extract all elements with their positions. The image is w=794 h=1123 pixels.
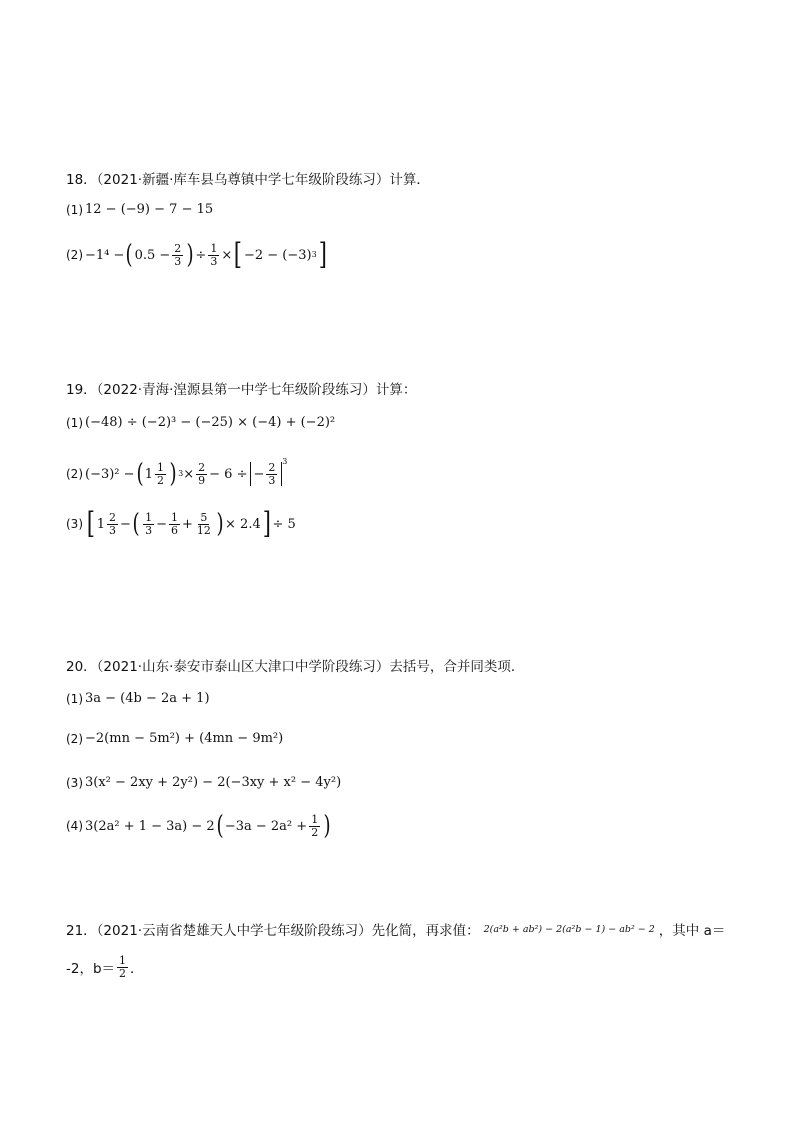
q18-part2 — [66, 237, 328, 273]
q19-p2-label: (2) — [66, 467, 83, 482]
mixed-number: 1 2 3 — [96, 511, 116, 537]
right-paren: ) — [186, 239, 194, 270]
q19-p2-op: − 6 ÷ — [209, 466, 248, 482]
absolute-value: − $\frac{2}{3}$ $^3$ — [250, 462, 282, 486]
q20-p4-term: 3(2a² + 1 − 3a) − 2 — [85, 818, 215, 834]
fraction: $\frac{5}{12}$ — [196, 511, 211, 537]
q21-tail: ，其中 a＝ — [658, 923, 726, 939]
left-paren: ( — [125, 239, 134, 270]
right-bracket: ] — [318, 237, 327, 273]
q19-part3 — [66, 506, 296, 542]
q18-p2-term: 0.5 − — [134, 247, 171, 263]
fraction: $\frac{2}{9}$ — [198, 461, 206, 487]
q20-p1-expr: 3a − (4b − 2a + 1) — [85, 691, 210, 706]
q18-p1-expr: 12 − (−9) − 7 − 15 — [85, 202, 214, 217]
right-paren: ) — [216, 508, 224, 539]
q18-p2-op: ÷ — [195, 247, 207, 263]
q21-line2 — [66, 955, 144, 979]
exponent: 3 — [178, 469, 184, 479]
right-paren: ) — [169, 458, 177, 489]
right-bracket: ] — [262, 506, 271, 542]
fraction: $\frac{1}{6}$ — [170, 511, 178, 537]
exponent: 3 — [282, 457, 288, 466]
left-paren: ( — [132, 508, 140, 539]
q19-p3-term: × 2.4 — [225, 516, 261, 532]
q20-p2-label: (2) — [66, 731, 83, 746]
q21-header: 21．（2021·云南省楚雄天人中学七年级阶段练习）先化简，再求值： — [66, 923, 480, 939]
q19-p3-term: ÷ 5 — [272, 516, 296, 532]
fraction: $\frac{1}{3}$ — [210, 242, 218, 268]
q20-p3-expr: 3(x² − 2xy + 2y²) − 2(−3xy + x² − 4y²) — [85, 775, 342, 790]
left-bracket: [ — [86, 506, 95, 542]
q20-p3-label: (3) — [66, 775, 83, 790]
q19-part2 — [66, 457, 288, 489]
q20-p2-expr: −2(mn − 5m²) + (4mn − 9m²) — [85, 731, 284, 746]
q20-p4-term: −3a − 2a² + — [224, 818, 308, 834]
q19-p1-label: (1) — [66, 415, 83, 430]
q18-p2-term: −2 − (−3) — [243, 247, 312, 263]
fraction: 1 2 — [119, 954, 127, 980]
q20-part3 — [66, 776, 341, 789]
fraction: 1 3 — [145, 511, 153, 537]
q20-part4 — [66, 810, 332, 841]
q20-part1 — [66, 692, 210, 705]
q18-p2-op: × — [221, 247, 233, 263]
right-paren: ) — [323, 810, 331, 841]
q21-line1 — [66, 919, 725, 939]
fraction: $\frac{1}{2}$ — [311, 813, 319, 839]
q21-condition: -2，b＝ — [66, 961, 116, 978]
q19-p2-op: × — [183, 466, 195, 482]
q20-part2 — [66, 732, 283, 745]
q19-p2-term: (−3)² − — [85, 466, 135, 482]
q18-p1-label: (1) — [66, 202, 83, 217]
mixed-number: 1 1 2 — [144, 461, 164, 487]
q18-p2-term: −1⁴ − — [85, 247, 125, 263]
q20-p1-label: (1) — [66, 691, 83, 706]
left-paren: ( — [136, 458, 144, 489]
q19-p1-expr: (−48) ÷ (−2)³ − (−25) × (−4) + (−2)² — [85, 415, 336, 430]
q19-p3-label: (3) — [66, 517, 83, 532]
q21-expr: 2(a²b + ab²) − 2(a²b − 1) − ab² − 2 — [483, 923, 655, 935]
q20-header: 20．（2021·山东·泰安市泰山区大津口中学阶段练习）去括号，合并同类项． — [66, 659, 525, 675]
fraction: $\frac{2}{3}$ — [174, 242, 182, 268]
q19-p3-op: − — [156, 516, 167, 532]
q20-p4-label: (4) — [66, 819, 83, 834]
q19-p3-op: − — [120, 516, 131, 532]
q18-part1 — [66, 203, 213, 216]
q19-header: 19．（2022·青海·湟源县第一中学七年级阶段练习）计算： — [66, 382, 417, 398]
q18-header: 18．（2021·新疆·库车县乌尊镇中学七年级阶段练习）计算． — [66, 172, 430, 188]
q18-p2-label: (2) — [66, 248, 83, 263]
left-paren: ( — [216, 810, 224, 841]
q19-part1 — [66, 416, 335, 429]
q21-end: ． — [130, 961, 144, 978]
left-bracket: [ — [233, 237, 243, 273]
exponent: 3 — [311, 250, 317, 260]
q19-p3-op: + — [181, 516, 193, 532]
